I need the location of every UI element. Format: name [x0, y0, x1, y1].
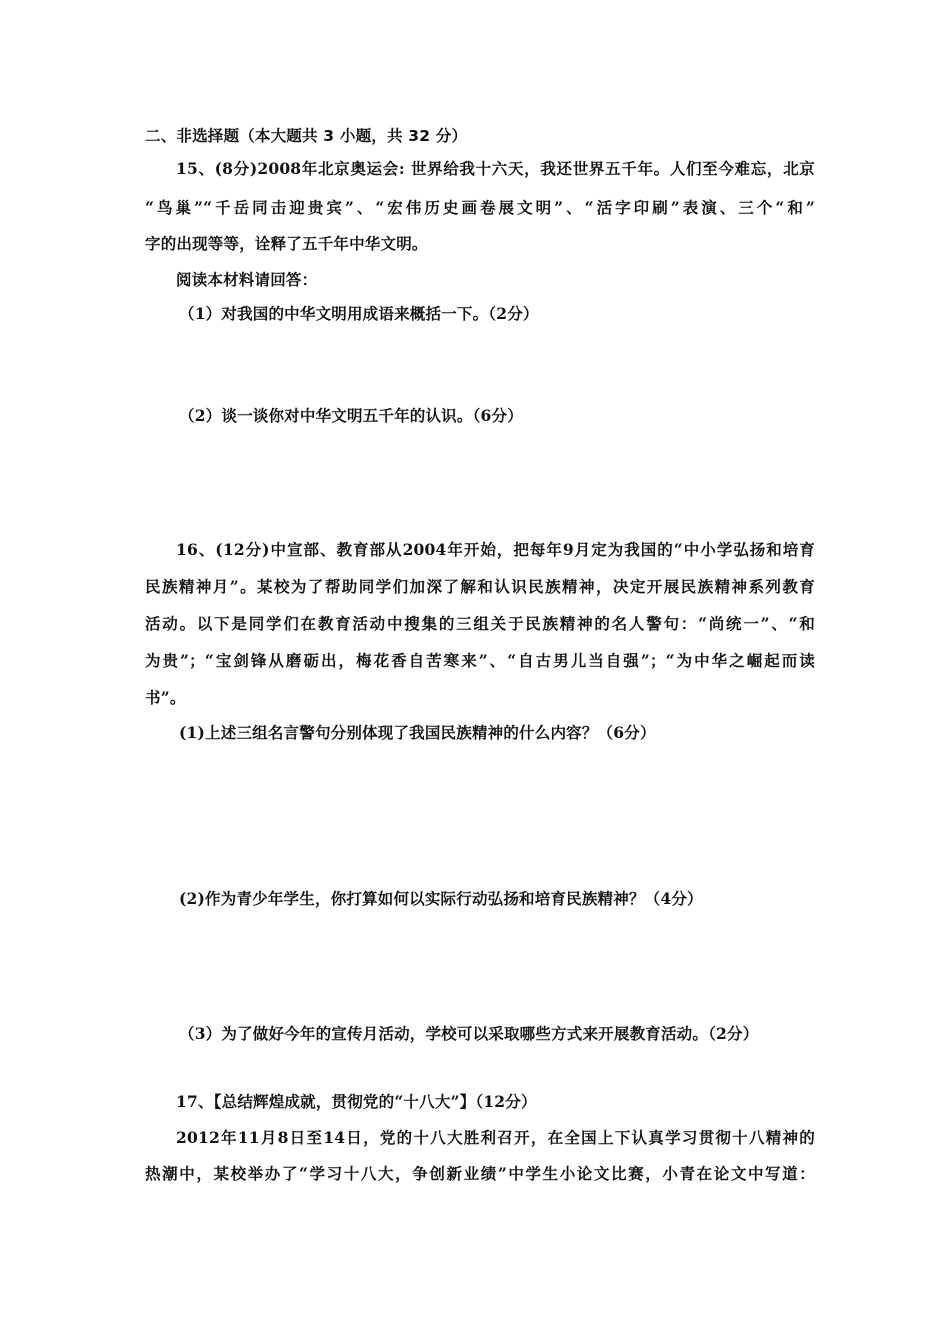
q15-subquestion-2: （2）谈一谈你对中华文明五千年的认识。（6分）: [179, 406, 523, 425]
q16-subquestion-3: （3）为了做好今年的宣传月活动，学校可以采取哪些方式来开展教育活动。（2分）: [179, 1024, 759, 1043]
q15-text-line: 字的出现等等，诠释了五千年中华文明。: [145, 234, 428, 253]
q15-text-line: 15、(8分)2008年北京奥运会: 世界给我十六天，我还世界五千年。人们至今难忘，北京: [176, 159, 815, 178]
q15-text-line: “鸟巢”“千岳同击迎贵宾”、“宏伟历史画卷展文明”、“活字印刷”表演、三个“和”: [145, 198, 815, 217]
q16-text-line: 书”。: [145, 688, 186, 707]
q16-subquestion-1: (1)上述三组名言警句分别体现了我国民族精神的什么内容？（6分）: [179, 723, 656, 742]
q15-subquestion-1: （1）对我国的中华文明用成语来概括一下。（2分）: [179, 304, 539, 323]
q17-title: 17、【总结辉煌成就，贯彻党的“十八大”】（12分）: [176, 1092, 537, 1111]
q16-text-line: 民族精神月”。某校为了帮助同学们加深了解和认识民族精神，决定开展民族精神系列教育: [145, 577, 815, 596]
q16-subquestion-2: (2)作为青少年学生，你打算如何以实际行动弘扬和培育民族精神？（4分）: [179, 889, 703, 908]
q17-text-line: 2012年11月8日至14日，党的十八大胜利召开，在全国上下认真学习贯彻十八精神的: [176, 1128, 815, 1147]
section-heading: 二、非选择题（本大题共 3 小题，共 32 分）: [145, 127, 468, 145]
q16-text-line: 为贵”；“宝剑锋从磨砺出，梅花香自苦寒来”、“自古男儿当自强”；“为中华之崛起而读: [145, 651, 815, 670]
q16-text-line: 16、(12分)中宣部、教育部从2004年开始，把每年9月定为我国的“中小学弘扬和培育: [176, 540, 815, 559]
q17-text-line: 热潮中，某校举办了“学习十八大，争创新业绩”中学生小论文比赛，小青在论文中写道：: [145, 1164, 815, 1183]
q16-text-line: 活动。以下是同学们在教育活动中搜集的三组关于民族精神的名人警句：“尚统一”、“和: [145, 614, 815, 633]
q15-prompt: 阅读本材料请回答：: [176, 270, 318, 289]
